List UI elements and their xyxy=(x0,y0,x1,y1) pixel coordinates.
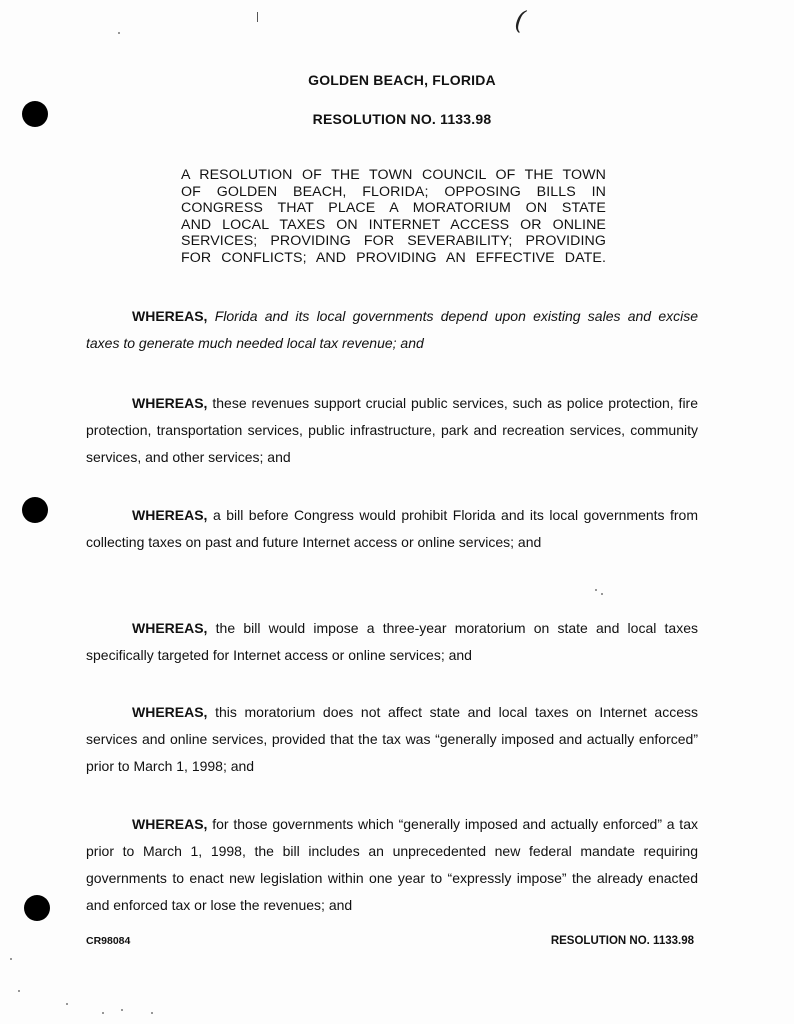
whereas-clause xyxy=(86,390,698,471)
clause-text: for those governments which “generally imposed and actually enforced” a tax prior to March 1, 1998, the bill includes an unprecedented new federal mandate requiring governments to enact new legislation within one year to “expressly impose” the already enacted and enforced tax or lose the revenues; and xyxy=(86,816,698,913)
scan-speck xyxy=(18,990,20,992)
clause-lead: WHEREAS, xyxy=(132,620,208,636)
abstract-line: OF GOLDEN BEACH, FLORIDA; OPPOSING BILLS IN xyxy=(181,183,606,200)
clause-text: this moratorium does not affect state and local taxes on Internet access services and online services, provided that the tax was “generally imposed and actually enforced” prior to March 1, 1998; and xyxy=(86,704,699,774)
scan-speck xyxy=(595,589,597,591)
clause-lead: WHEREAS, xyxy=(132,507,208,523)
resolution-abstract xyxy=(181,167,606,266)
whereas-clause xyxy=(86,615,698,669)
scan-speck xyxy=(66,1003,68,1005)
resolution-number-heading: RESOLUTION NO. 1133.98 xyxy=(312,111,492,127)
scan-mark-paren: ( xyxy=(512,5,528,37)
clause-lead: WHEREAS, xyxy=(132,308,208,324)
abstract-line: A RESOLUTION OF THE TOWN COUNCIL OF THE TOWN xyxy=(181,167,606,183)
abstract-line: AND LOCAL TAXES ON INTERNET ACCESS OR ONLINE xyxy=(181,216,606,233)
punch-hole-bottom xyxy=(24,895,50,921)
abstract-line: FOR CONFLICTS; AND PROVIDING AN EFFECTIVE DATE. xyxy=(181,249,606,266)
whereas-clause xyxy=(86,699,698,780)
scan-speck xyxy=(118,32,120,34)
scan-speck xyxy=(151,1012,153,1014)
clause-text: a bill before Congress would prohibit Florida and its local governments from collecting taxes on past and future Internet access or online services; and xyxy=(86,507,698,550)
clause-lead: WHEREAS, xyxy=(132,395,208,411)
clause-lead: WHEREAS, xyxy=(132,816,208,832)
town-heading: GOLDEN BEACH, FLORIDA xyxy=(308,72,496,88)
clause-text: these revenues support crucial public services, such as police protection, fire protection, transportation services, public infrastructure, park and recreation services, community services, and other services; and xyxy=(86,395,699,465)
clause-text: Florida and its local governments depend upon existing sales and excise taxes to generate much needed local tax revenue; and xyxy=(86,308,699,351)
scan-speck xyxy=(10,958,12,960)
punch-hole-middle xyxy=(22,497,48,523)
abstract-line: SERVICES; PROVIDING FOR SEVERABILITY; PROVIDING xyxy=(181,233,606,249)
scan-speck xyxy=(102,1012,104,1014)
footer-resolution-number: RESOLUTION NO. 1133.98 xyxy=(550,935,694,947)
whereas-clause xyxy=(86,502,698,556)
clause-text: the bill would impose a three-year moratorium on state and local taxes specifically targeted for Internet access or online services; and xyxy=(86,620,699,663)
scan-mark-tick xyxy=(257,12,258,22)
footer-document-code: CR98084 xyxy=(86,935,131,947)
whereas-clause xyxy=(86,303,698,357)
scan-speck xyxy=(121,1009,123,1011)
abstract-line: CONGRESS THAT PLACE A MORATORIUM ON STATE xyxy=(181,200,606,216)
scan-speck xyxy=(601,593,603,595)
whereas-clause xyxy=(86,811,698,919)
clause-lead: WHEREAS, xyxy=(132,704,208,720)
